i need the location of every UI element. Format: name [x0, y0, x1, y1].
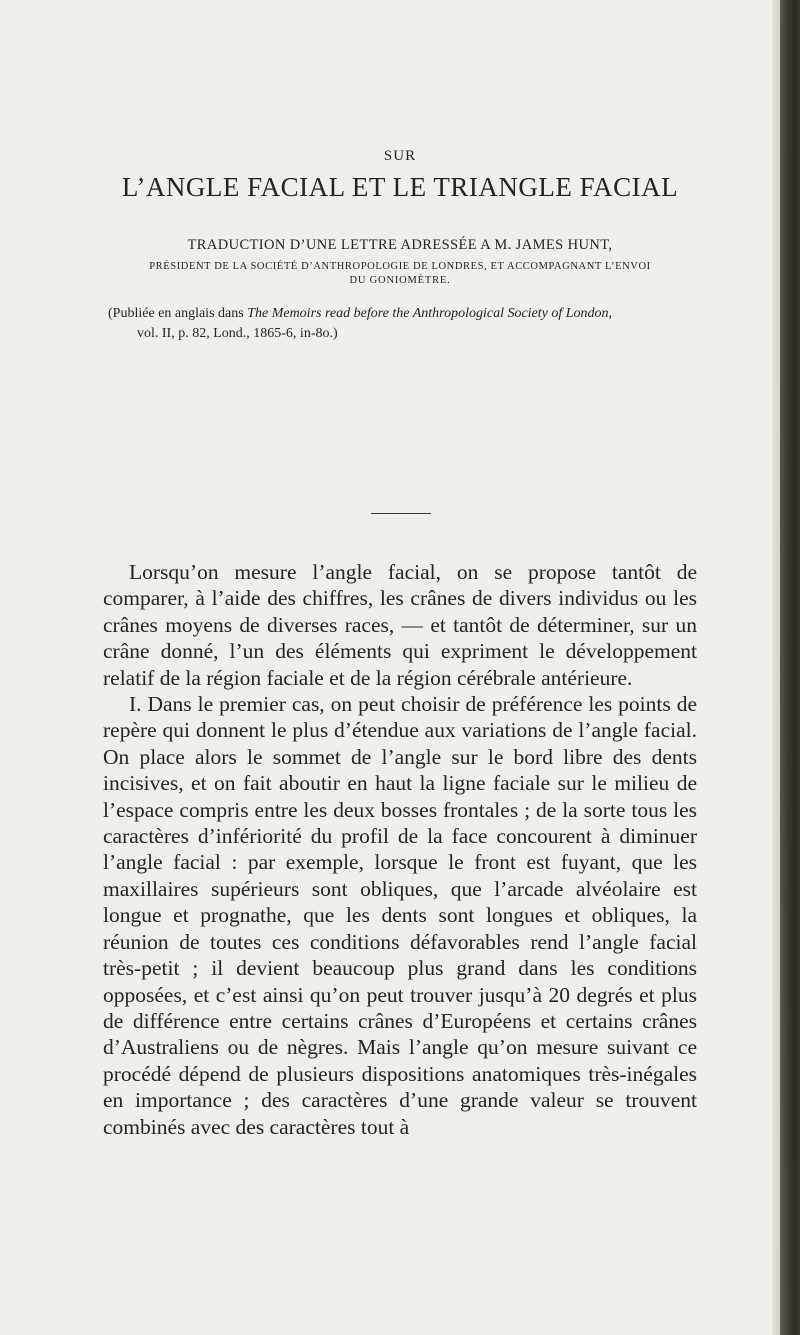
subtitle-president: PRÉSIDENT DE LA SOCIÉTÉ D’ANTHROPOLOGIE DE LONDRES, ET ACCOMPAGNANT L’ENVOI: [149, 261, 651, 272]
publication-journal: The Memoirs read before the Anthropological Society of London,: [247, 306, 613, 321]
page-title: L’ANGLE FACIAL ET LE TRIANGLE FACIAL: [121, 172, 679, 202]
paragraph-first-case: I. Dans le premier cas, on peut choisir de préférence les points de repère qui donnent le plus d’étendue aux variations de l’angle facial. On place alors le sommet de l’angle sur le bord libre des dents incisives, et on fait aboutir en haut la ligne faciale sur le milieu de l’espace compris entre les deux bosses frontales ; de la sorte tous les caractères d’infériorité du profil de la face concourent à diminuer l’angle facial : par exemple, lorsque le front est fuyant, que les maxillaires supérieurs sont obliques, que l’arcade alvéolaire est longue et prognathe, que les dents sont longues et obliques, la réunion de toutes ces conditions défavorables rend l’angle facial très-petit ; il devient beaucoup plus grand dans les conditions opposées, et c’est ainsi qu’on peut trouver jusqu’à 20 degrés et plus de différence entre certains crânes d’Européens et certains crânes d’Australiens ou de nègres. Mais l’angle qu’on mesure suivant ce procédé dépend de plusieurs dispositions anatomiques très-inégales en importance ; des caractères d’une grande valeur se trouvent combinés avec des caractères tout à: [103, 692, 697, 1139]
subtitle-goniometre: DU GONIOMÈTRE.: [349, 275, 451, 286]
publication-prefix: (Publiée en anglais dans: [108, 306, 248, 321]
publication-note-line2: vol. II, p. 82, Lond., 1865-6, in-8o.): [137, 326, 338, 341]
title-preposition: SUR: [383, 148, 417, 164]
paragraph-intro: Lorsqu’on mesure l’angle facial, on se propose tantôt de comparer, à l’aide des chiffres, les crânes de divers individus ou les crânes moyens de diverses races, — et tantôt de déterminer, sur un crâne donné, l’un des éléments qui expriment le développement relatif de la région faciale et de la région cérébrale antérieure.: [103, 560, 697, 690]
subtitle-translation: TRADUCTION D’UNE LETTRE ADRESSÉE A M. JAMES HUNT,: [187, 237, 613, 253]
publication-note-line1: [108, 306, 612, 322]
body-text: [103, 559, 697, 1140]
separator-rule: [371, 513, 431, 514]
